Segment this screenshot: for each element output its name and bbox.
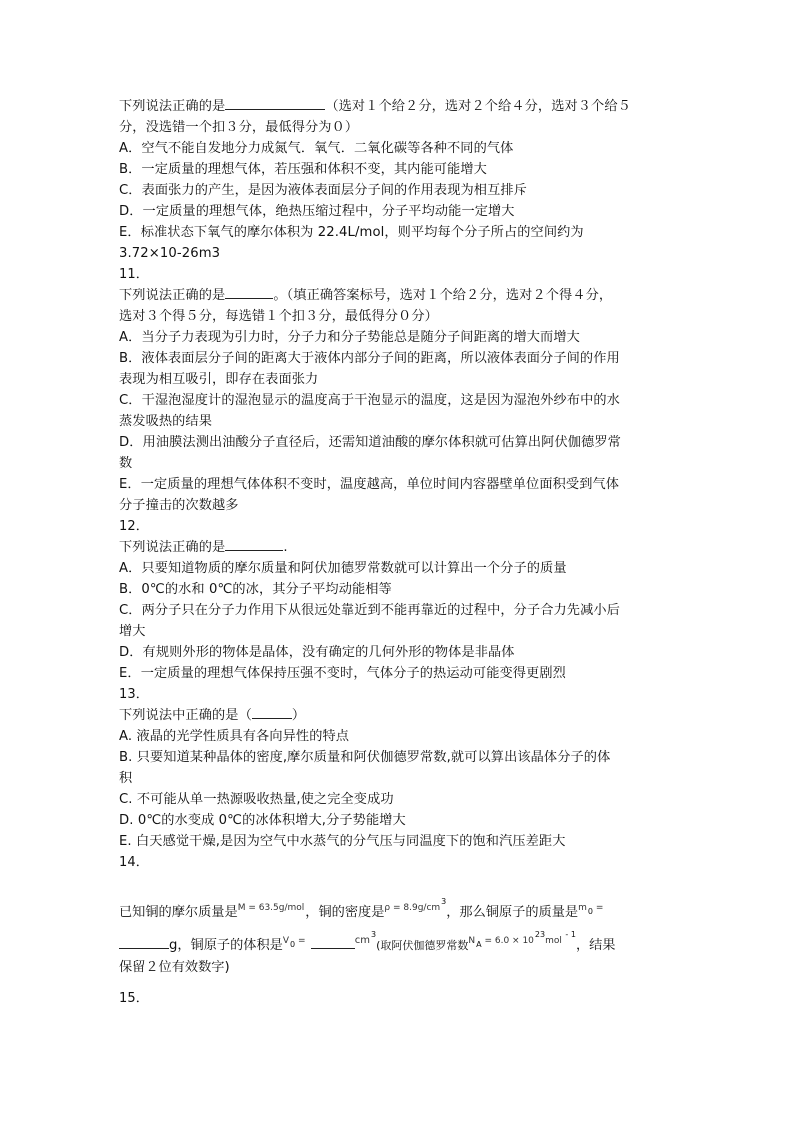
answer-blank[interactable] bbox=[252, 705, 292, 719]
option-b: B. 只要知道某种晶体的密度,摩尔质量和阿伏伽德罗常数,就可以算出该晶体分子的体 bbox=[119, 750, 611, 765]
option-b: B．0℃的水和 0℃的冰，其分子平均动能相等 bbox=[119, 582, 392, 597]
option-d: D. 0℃的水变成 0℃的冰体积增大,分子势能增大 bbox=[119, 813, 406, 828]
option-d: D．有规则外形的物体是晶体，没有确定的几何外形的物体是非晶体 bbox=[119, 645, 515, 660]
option-c: C．干湿泡湿度计的湿泡显示的温度高于干泡显示的温度，这是因为湿泡外纱布中的水 bbox=[119, 393, 620, 408]
formula-line-2: g，铜原子的体积是$^{V0}$ = $^{cm3}$(取阿伏伽德罗常数$^{NA}$ $^{= 6.0 \times 1023mol}$ $^{- 1}$，结果 bbox=[119, 918, 679, 951]
option-e: E. 白天感觉干燥,是因为空气中水蒸气的分气压与同温度下的饱和汽压差距大 bbox=[119, 834, 566, 849]
answer-blank[interactable] bbox=[225, 96, 325, 110]
question-10 bbox=[119, 96, 679, 264]
formula-line-1: 已知铜的摩尔质量是$^{M = 63.5g/mol}$，铜的密度是$^{\rho = 8.9g/cm3}$，那么铜原子的质量是$^{m0}$ = bbox=[119, 897, 604, 920]
answer-blank[interactable] bbox=[225, 285, 273, 299]
option-e: E．一定质量的理想气体保持压强不变时，气体分子的热运动可能变得更剧烈 bbox=[119, 666, 566, 681]
option-a: A．空气不能自发地分力成氮气．氧气．二氧化碳等各种不同的气体 bbox=[119, 141, 514, 156]
option-a: A．只要知道物质的摩尔质量和阿伏加德罗常数就可以计算出一个分子的质量 bbox=[119, 561, 567, 576]
option-e-continued: 分子撞击的次数越多 bbox=[119, 498, 239, 513]
option-b-continued: 积 bbox=[119, 771, 133, 786]
option-d-continued: 数 bbox=[119, 456, 133, 471]
option-a: A．当分子力表现为引力时，分子力和分子势能总是随分子间距离的增大而增大 bbox=[119, 330, 580, 345]
avogadro-symbol: N bbox=[468, 936, 476, 946]
question-number: 14． bbox=[119, 855, 149, 870]
question-note: 分，没选错一个扣３分，最低得分为０） bbox=[119, 120, 359, 135]
question-stem: 下列说法正确的是 （选对１个给２分，选对２个给４分，选对３个给５ bbox=[119, 96, 679, 117]
option-d: D．一定质量的理想气体，绝热压缩过程中，分子平均动能一定增大 bbox=[119, 204, 515, 219]
question-stem: 下列说法正确的是 . bbox=[119, 537, 679, 558]
question-stem: 下列说法正确的是 。（填正确答案标号，选对１个给２分，选对２个得４分， bbox=[119, 285, 679, 306]
question-11 bbox=[119, 264, 679, 516]
option-b: B．一定质量的理想气体，若压强和体积不变，其内能可能增大 bbox=[119, 162, 487, 177]
v0-symbol: V bbox=[282, 936, 290, 946]
option-c: C．两分子只在分子力作用下从很远处靠近到不能再靠近的过程中，分子合力先减小后 bbox=[119, 603, 620, 618]
option-e: E．标准状态下氧气的摩尔体积为 22.4L/mol，则平均每个分子所占的空间约为 bbox=[119, 225, 584, 240]
option-b: B．液体表面层分子间的距离大于液体内部分子间的距离，所以液体表面分子间的作用 bbox=[119, 351, 620, 366]
question-12 bbox=[119, 516, 679, 684]
option-e: E．一定质量的理想气体体积不变时，温度越高，单位时间内容器壁单位面积受到气体 bbox=[119, 477, 620, 492]
question-13 bbox=[119, 684, 679, 852]
option-b-continued: 表现为相互吸引，即存在表面张力 bbox=[119, 372, 319, 387]
question-stem: 下列说法中正确的是（ ） bbox=[119, 705, 679, 726]
option-c: C. 不可能从单一热源吸收热量,使之完全变成功 bbox=[119, 792, 394, 807]
option-a: A. 液晶的光学性质具有各向异性的特点 bbox=[119, 729, 350, 744]
option-c: C．表面张力的产生，是因为液体表面层分子间的作用表现为相互排斥 bbox=[119, 183, 527, 198]
formula-line-3: 保留２位有效数字) bbox=[119, 960, 230, 975]
density-formula: ρ = 8.9g/cm bbox=[384, 903, 441, 913]
option-c-continued: 蒸发吸热的结果 bbox=[119, 414, 213, 429]
question-number: 13． bbox=[119, 687, 149, 702]
question-note: 选对３个得５分，每选错１个扣３分，最低得分０分） bbox=[119, 309, 438, 324]
question-number: 11． bbox=[119, 267, 149, 282]
molar-mass-formula: M = 63.5g/mol bbox=[237, 903, 305, 913]
document-page bbox=[119, 96, 679, 1009]
question-number: 12． bbox=[119, 519, 149, 534]
option-d: D．用油膜法测出油酸分子直径后，还需知道油酸的摩尔体积就可估算出阿伏伽德罗常 bbox=[119, 435, 621, 450]
question-14 bbox=[119, 852, 679, 984]
m0-symbol: m bbox=[578, 903, 587, 913]
question-stem bbox=[119, 885, 679, 984]
avogadro-value: = 6.0 × 10 bbox=[481, 936, 534, 946]
volume-answer-blank[interactable] bbox=[311, 935, 355, 949]
option-e-continued: 3.72×10-26m3 bbox=[119, 246, 221, 261]
answer-blank[interactable] bbox=[225, 537, 283, 551]
question-number: 15． bbox=[119, 991, 149, 1006]
question-15 bbox=[119, 988, 679, 1009]
mass-answer-blank[interactable] bbox=[119, 935, 169, 949]
option-c-continued: 增大 bbox=[119, 624, 146, 639]
